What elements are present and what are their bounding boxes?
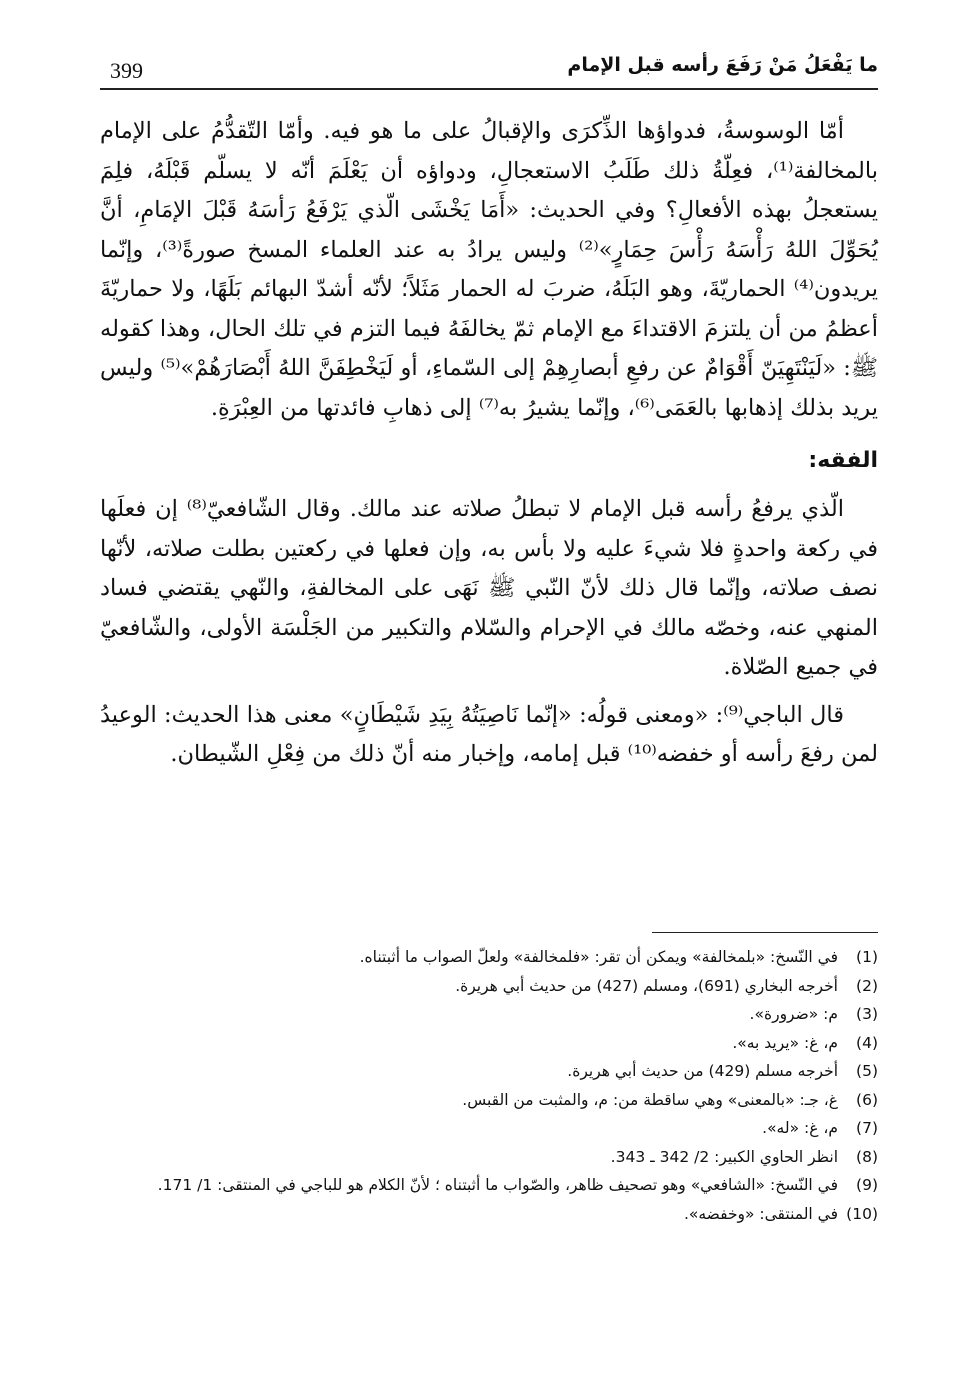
footnote [100, 946, 878, 968]
footnote-number: (2) [856, 976, 878, 995]
footnote-text: في النّسخ: «الشافعي» وهو تصحيف ظاهر، والصّواب ما أثبتناه ؛ لأنّ الكلام هو للباجي في المنتقى: 1/ 171. [157, 1176, 838, 1194]
footnote-text: م، غ: «يريد به». [732, 1033, 838, 1052]
footnote [100, 1089, 878, 1111]
footnote [100, 1060, 878, 1082]
footnote-text: أخرجه مسلم (429) من حديث أبي هريرة. [567, 1062, 838, 1080]
footnote-text: في المنتقى: «وخفضه». [683, 1204, 838, 1223]
footnote-separator [652, 932, 878, 933]
page-header [100, 48, 878, 90]
footnote-text: م، غ: «له». [762, 1119, 838, 1137]
section-heading-fiqh: الفقه: [808, 448, 878, 473]
footnote-number: (4) [856, 1033, 878, 1052]
footnote-number: (6) [856, 1090, 878, 1109]
footnote-text: م: «ضرورة». [749, 1005, 838, 1023]
footnote-number: (8) [856, 1147, 878, 1166]
paragraph-3: قال الباجي⁽⁹⁾: «ومعنى قولُه: «إنّما نَاصِيَتُهُ بِيَدِ شَيْطَانٍ» معنى هذا الحديث: الوعيدُ لمن رفعَ رأسه أو خفضه⁽¹⁰⁾ قبل إمامه، وإخبار منه أنّ ذلك من فِعْلِ الشّيطان. [100, 701, 878, 767]
footnote [100, 1203, 878, 1225]
footnote-number: (9) [856, 1176, 878, 1194]
footnotes [100, 946, 878, 1231]
main-text [100, 112, 878, 775]
footnote-number: (10) [846, 1204, 878, 1223]
paragraph-1: أمّا الوسوسةُ، فدواؤها الذِّكرَى والإقبالُ على ما هو فيه. وأمّا التّقدُّمُ على الإمام بالمخالفة⁽¹⁾، فعِلّةُ ذلك طَلَبُ الاستعجالِ، ودواؤه أن يَعْلَمَ أنّه لا يسلّم قَبْلَهُ، فلِمَ يستعجلُ بهذه الأفعالِ؟ وفي الحديث: «أَمَا يَخْشَى الّذي يَرْفَعُ رَأسَهُ قَبْلَ الإمَامِ، أنَّ يُحَوِّلَ اللهُ رَأْسَهُ رَأْسَ حِمَارٍ»⁽²⁾ وليس يرادُ به عند العلماء المسخ صورةً⁽³⁾، وإنّما يريدون⁽⁴⁾ الحماريّةَ، وهو البَلَهُ، ضربَ له الحمار مَثَلاً؛ لأنّه أشدّ البهائم بَلَهًا، ولا حماريّةَ أعظمُ من أن يلتزمَ الاقتداءَ مع الإمام ثمّ يخالفَهُ فيما التزم في تلك الحال، وهذا كقوله ﷺ: «لَيَنْتَهِيَنّ أَقْوَامٌ عن رفعِ أبصارِهِمْ إلى السّماءِ، أو لَيَخْطِفَنَّ اللهُ أَبْصَارَهُمْ»⁽⁵⁾ وليس يريد بذلك إذهابها بالعَمَى⁽⁶⁾، وإنّما يشيرُ به⁽⁷⁾ إلى ذهابِ فائدتها من العِبْرَةِ. [100, 118, 879, 421]
footnote [100, 1003, 878, 1025]
footnote-number: (3) [856, 1005, 878, 1023]
page-number: 399 [110, 58, 143, 83]
footnote-text: أخرجه البخاري (691)، ومسلم (427) من حديث أبي هريرة. [455, 976, 838, 995]
footnote-number: (7) [856, 1119, 878, 1137]
footnote [100, 1146, 878, 1168]
footnote-text: انظر الحاوي الكبير: 2/ 342 ـ 343. [610, 1147, 838, 1166]
paragraph-2: الّذي يرفعُ رأسه قبل الإمام لا تبطلُ صلاته عند مالك. وقال الشّافعيّ⁽⁸⁾ إن فعلَها في ركعة واحدةٍ فلا شيءَ عليه ولا بأس به، وإن فعلها في ركعتين بطلت صلاته، لأنّها نصف صلاته، وإنّما قال ذلك لأنّ النّبي ﷺ نَهَى على المخالفةِ، والنّهي يقتضي فساد المنهي عنه، وخصّه مالك في الإحرام والسّلام والتكبير من الجَلْسَة الأولى، والشّافعيّ في جميع الصّلاة. [100, 496, 878, 680]
running-title: ما يَفْعَلُ مَنْ رَفَعَ رأسه قبل الإمام [567, 54, 878, 76]
footnote-text: غ، جـ: «بالمعنى» وهي ساقطة من: م، والمثبت من القبس. [462, 1090, 838, 1109]
footnote-number: (1) [856, 948, 878, 966]
footnote [100, 1032, 878, 1054]
footnote-text: في النّسخ: «بلمخالفة» ويمكن أن تقر: «فلمخالفة» ولعلّ الصواب ما أثبتناه. [359, 948, 838, 966]
footnote-number: (5) [856, 1062, 878, 1080]
footnote [100, 1174, 878, 1196]
footnote [100, 975, 878, 997]
footnote [100, 1117, 878, 1139]
